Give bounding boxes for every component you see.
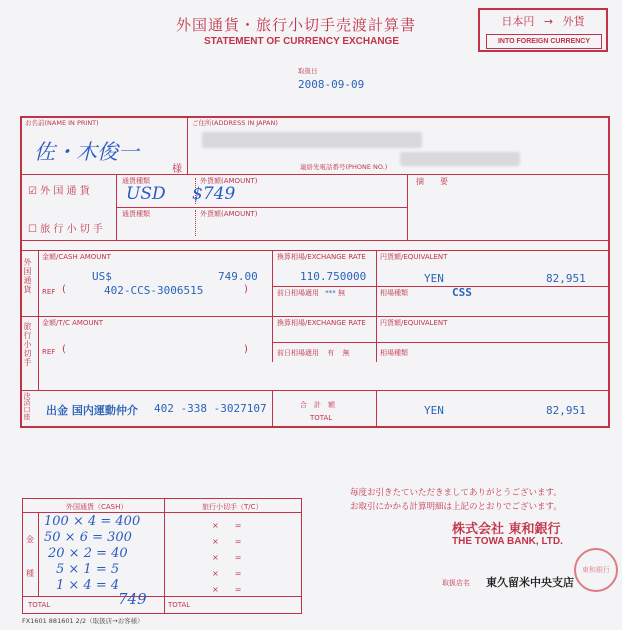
tc-row: × =	[212, 537, 242, 546]
tc-row: × =	[212, 553, 242, 562]
settlement-account: 402 -338 -3027107	[154, 402, 267, 415]
breakdown-tc-header: 旅行小切手（T/C）	[202, 503, 263, 511]
cash-rate-value: 110.750000	[300, 270, 367, 283]
tc-ref-close: )	[244, 344, 248, 355]
customer-name: 佐・木俊一	[34, 140, 139, 164]
document-title-en: STATEMENT OF CURRENCY EXCHANGE	[204, 36, 400, 47]
breakdown-total-label-cash: TOTAL	[28, 601, 51, 609]
checkbox-empty-icon: ☐	[28, 224, 37, 235]
date-label: 取扱日	[298, 67, 318, 75]
settlement-text: 出金 国内運動仲介	[46, 404, 138, 417]
breakdown-side-top: 金	[26, 535, 34, 544]
name-honorific: 様	[172, 164, 182, 175]
branch-value: 東久留米中央支店	[486, 576, 574, 589]
cash-equiv-currency: YEN	[424, 272, 444, 285]
cash-row: 1 × 4 = 4	[56, 578, 120, 593]
cash-rate-label: 換算相場/EXCHANGE RATE	[277, 253, 366, 261]
currency-type-label: 通貨種類	[122, 177, 150, 185]
breakdown-cash-total: 749	[118, 590, 147, 608]
settlement-side-label: 決済口座	[23, 392, 31, 420]
tc-row: × =	[212, 521, 242, 530]
tc-row: × =	[212, 585, 242, 594]
total-label-en: TOTAL	[310, 414, 333, 422]
cash-amount-label: 金額/CASH AMOUNT	[42, 253, 111, 261]
total-currency: YEN	[424, 404, 444, 417]
tc-ref-label: REF	[42, 348, 56, 356]
tc-row: × =	[212, 569, 242, 578]
breakdown-side-bottom: 種	[26, 569, 34, 578]
total-label: 合 計 額	[300, 401, 335, 409]
cash-side-label: 外国通貨	[23, 258, 32, 294]
tc-rate-type-label: 相場種類	[380, 349, 408, 357]
bank-name-en: THE TOWA BANK, LTD.	[452, 536, 563, 547]
cash-ref-close: )	[244, 284, 248, 295]
cash-equiv-label: 円貨額/EQUIVALENT	[380, 253, 448, 261]
tc-rate-label: 換算相場/EXCHANGE RATE	[277, 319, 366, 327]
document-title-jp: 外国通貨・旅行小切手売渡計算書	[176, 16, 417, 34]
breakdown-total-label-tc: TOTAL	[168, 601, 191, 609]
direction-from: 日本円	[501, 15, 535, 28]
cash-row: 5 × 1 = 5	[56, 562, 120, 577]
cash-equiv-value: 82,951	[546, 272, 586, 285]
redacted-address	[202, 132, 422, 148]
date-value: 2008-09-09	[298, 78, 365, 91]
name-label: お名前(NAME IN PRINT)	[25, 119, 99, 127]
thanks-line-2: お取引にかかる計算明細は上記のとおりでございます。	[350, 502, 562, 512]
tc-equiv-label: 円貨額/EQUIVALENT	[380, 319, 448, 327]
address-label: ご住所(ADDRESS IN JAPAN)	[192, 119, 278, 127]
direction-en: INTO FOREIGN CURRENCY	[486, 34, 602, 49]
requested-currency: USD	[126, 184, 166, 204]
cash-amount: 749.00	[218, 270, 258, 283]
bank-stamp: 東和銀行	[574, 548, 618, 592]
redacted-phone	[400, 152, 520, 166]
cash-rate-type-label: 相場種類	[380, 289, 408, 297]
cash-row: 100 × 4 = 400	[44, 514, 141, 529]
amount-label: 外貨額(AMOUNT)	[200, 177, 258, 185]
requested-amount: $749	[192, 184, 236, 204]
cash-ref-open: (	[62, 284, 66, 295]
direction-to: 外貨	[562, 15, 585, 28]
cash-currency: US$	[92, 270, 112, 283]
direction-box	[478, 8, 608, 52]
check-icon: ☑	[28, 186, 37, 197]
tc-prev-day-label: 前日相場適用 有 無	[277, 349, 350, 357]
branch-label: 取扱店名	[442, 579, 470, 587]
thanks-line-1: 毎度お引きたていただきましてありがとうございます。	[350, 488, 562, 498]
tc-side-label: 旅行小切手	[23, 322, 32, 367]
currency-type-label-2: 通貨種類	[122, 210, 150, 218]
option-travelers-check[interactable]: ☐ 旅 行 小 切 手	[28, 224, 103, 235]
option-foreign-currency[interactable]: ☑ 外 国 通 貨	[28, 186, 90, 197]
total-value: 82,951	[546, 404, 586, 417]
form-code: FX1601 881601 2/2（取扱店→お客様）	[22, 617, 144, 625]
phone-label: 連絡先電話番号(PHONE NO.)	[300, 163, 388, 171]
amount-label-2: 外貨額(AMOUNT)	[200, 210, 258, 218]
cash-prev-day-label: 前日相場適用 *** 無	[277, 289, 345, 297]
direction-arrow: →	[543, 15, 554, 28]
cash-ref-value: 402-CCS-3006515	[104, 284, 204, 297]
cash-row: 20 × 2 = 40	[48, 546, 128, 561]
bank-name-jp: 株式会社 東和銀行	[452, 522, 561, 537]
tc-ref-open: (	[62, 344, 66, 355]
remarks-label: 摘 要	[416, 177, 448, 186]
cash-row: 50 × 6 = 300	[44, 530, 132, 545]
cash-ref-label: REF	[42, 288, 56, 296]
cash-rate-type-value: CSS	[452, 286, 472, 299]
breakdown-cash-header: 外国通貨（CASH）	[66, 503, 128, 511]
tc-amount-label: 金額/T/C AMOUNT	[42, 319, 104, 327]
